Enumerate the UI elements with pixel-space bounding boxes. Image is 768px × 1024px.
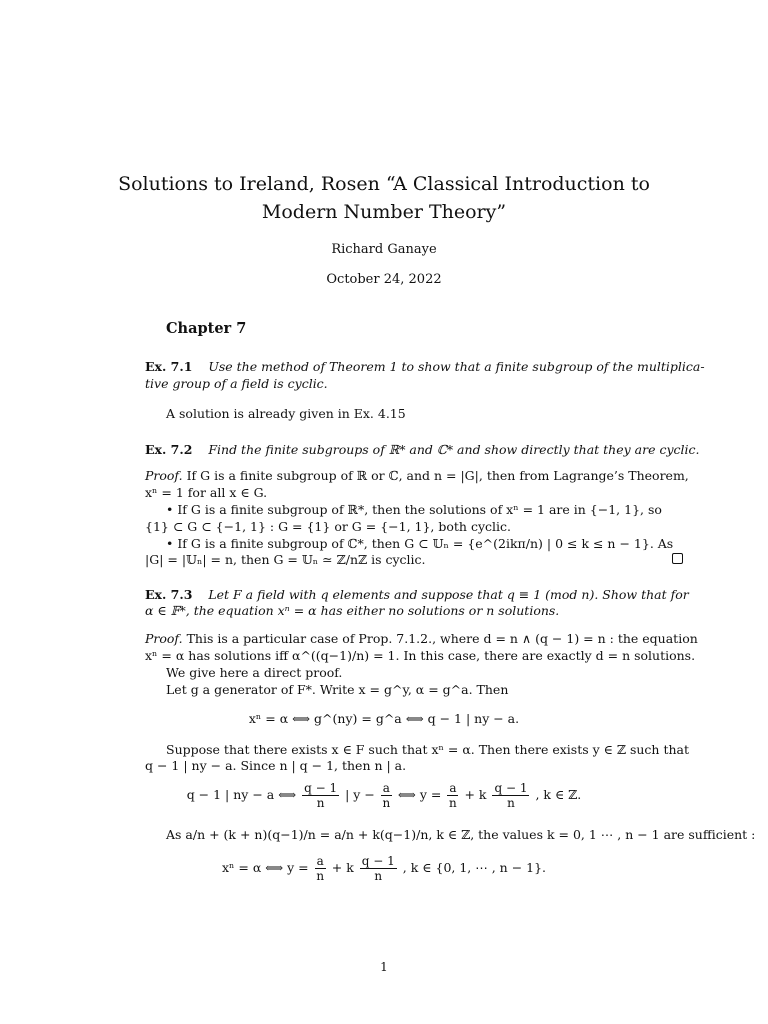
eq2-frac2-den: n <box>382 796 391 810</box>
eq3-left: xⁿ = α ⟺ y = <box>221 860 309 875</box>
date: October 24, 2022 <box>326 272 442 287</box>
eq3-frac1-den: n <box>316 869 325 883</box>
ex73-statement-2: α ∈ 𝔽*, the equation xⁿ = α has either no solutions or n solutions. <box>145 603 560 618</box>
chapter-heading: Chapter 7 <box>166 320 247 337</box>
equation-1: xⁿ = α ⟺ g^(ny) = g^a ⟺ q − 1 | ny − a. <box>248 711 520 726</box>
ex71-statement-1: Use the method of Theorem 1 to show that a finite subgroup of the multiplica- <box>208 359 705 374</box>
eq3-frac2-num: q − 1 <box>361 854 395 868</box>
eq2-fraction-1 <box>302 781 339 810</box>
ex73-proof-line-5: Suppose that there exists x ∈ F such that xⁿ = α. Then there exists y ∈ ℤ such that <box>166 742 690 757</box>
ex73-label: Ex. 7.3 <box>145 587 193 602</box>
title-line-1: Solutions to Ireland, Rosen “A Classical Introduction to <box>118 173 650 195</box>
eq3-end: , k ∈ {0, 1, ⋯ , n − 1}. <box>402 860 547 875</box>
ex72-statement: Find the finite subgroups of ℝ* and ℂ* and show directly that they are cyclic. <box>208 442 700 457</box>
ex71-solution: A solution is already given in Ex. 4.15 <box>166 406 406 421</box>
ex72-label: Ex. 7.2 <box>145 442 193 457</box>
ex73-proof-line-7: As a/n + (k + n)(q−1)/n = a/n + k(q−1)/n, k ∈ ℤ, the values k = 0, 1 ⋯ , n − 1 are sufficient : <box>166 827 756 842</box>
eq3-frac2-den: n <box>374 869 383 883</box>
ex72-proof-line-2: xⁿ = 1 for all x ∈ G. <box>145 485 268 500</box>
eq3-plus: + k <box>331 860 354 875</box>
page-number: 1 <box>380 960 388 974</box>
qed-icon <box>672 553 683 564</box>
ex72-proof-label: Proof. <box>145 468 183 483</box>
ex72-proof-line-4: {1} ⊂ G ⊂ {−1, 1} : G = {1} or G = {−1, 1}, both cyclic. <box>145 519 511 534</box>
eq2-frac3-den: n <box>449 796 457 810</box>
eq2-frac2-num: a <box>382 781 390 795</box>
eq2-frac4-den: n <box>507 796 515 810</box>
ex73-statement-1: Let F a field with q elements and suppose that q ≡ 1 (mod n). Show that for <box>208 587 689 602</box>
ex71-statement-2: tive group of a field is cyclic. <box>145 376 328 391</box>
title-line-2: Modern Number Theory” <box>261 201 507 223</box>
ex73-proof-label: Proof. <box>145 631 183 646</box>
ex73-proof-text-1: This is a particular case of Prop. 7.1.2., where d = n ∧ (q − 1) = n : the equation <box>186 631 698 646</box>
ex73-line-1 <box>145 586 689 603</box>
ex73-proof-line-1 <box>145 630 698 647</box>
eq2-frac3-num: a <box>449 781 457 795</box>
ex72-proof-line-1 <box>145 467 689 484</box>
eq3-fraction-1 <box>315 854 326 883</box>
eq2-mid: | y − <box>345 787 375 802</box>
eq2-end: , k ∈ ℤ. <box>535 787 582 802</box>
ex71-label: Ex. 7.1 <box>145 359 193 374</box>
eq2-fraction-4 <box>492 781 529 810</box>
author: Richard Ganaye <box>331 242 437 257</box>
equation-3 <box>0 854 768 883</box>
ex73-proof-line-6: q − 1 | ny − a. Since n | q − 1, then n | a. <box>145 758 407 773</box>
eq2-fraction-2 <box>381 781 392 810</box>
eq2-arrow: ⟺ y = <box>397 787 442 802</box>
ex71-line-1 <box>145 358 705 375</box>
eq3-frac1-num: a <box>316 854 324 868</box>
eq2-frac1-num: q − 1 <box>304 781 338 795</box>
ex72-proof-text-1: If G is a finite subgroup of ℝ or ℂ, and n = |G|, then from Lagrange’s Theorem, <box>186 468 689 483</box>
eq2-frac1-den: n <box>316 796 325 810</box>
eq2-plus: + k <box>464 787 487 802</box>
ex72-proof-line-3: • If G is a finite subgroup of ℝ*, then the solutions of xⁿ = 1 are in {−1, 1}, so <box>166 502 662 517</box>
eq3-fraction-2 <box>360 854 397 883</box>
ex72-proof-line-6: |G| = |𝕌ₙ| = n, then G = 𝕌ₙ ≃ ℤ/nℤ is cyclic. <box>145 552 426 567</box>
eq2-frac4-num: q − 1 <box>494 781 528 795</box>
ex73-proof-line-2: xⁿ = α has solutions iff α^((q−1)/n) = 1. In this case, there are exactly d = n solutions. <box>145 648 696 663</box>
ex73-proof-line-4: Let g a generator of F*. Write x = g^y, α = g^a. Then <box>166 682 509 697</box>
eq2-fraction-3 <box>447 781 458 810</box>
eq2-left: q − 1 | ny − a ⟺ <box>186 787 297 802</box>
equation-2 <box>0 781 768 810</box>
ex72-line-1 <box>145 441 700 458</box>
ex72-proof-line-5: • If G is a finite subgroup of ℂ*, then G ⊂ 𝕌ₙ = {e^(2ikπ/n) | 0 ≤ k ≤ n − 1}. As <box>166 536 674 551</box>
ex73-proof-line-3: We give here a direct proof. <box>166 665 343 680</box>
